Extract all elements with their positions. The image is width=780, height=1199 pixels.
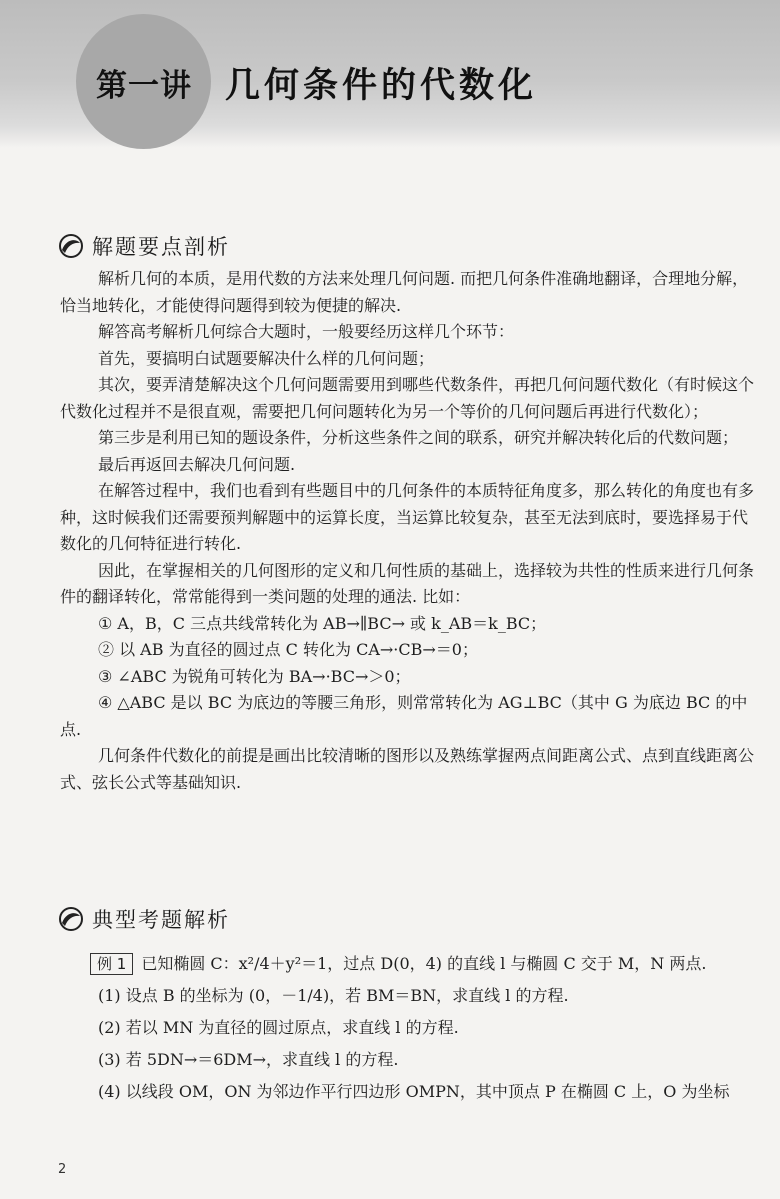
chapter-label: 第一讲: [96, 68, 192, 104]
list-item: ③ ∠ABC 为锐角可转化为 BA→·BC→＞0；: [98, 666, 411, 686]
list-item: ① A，B，C 三点共线常转化为 AB→∥BC→ 或 k_AB＝k_BC；: [98, 613, 547, 633]
paragraph: 因此，在掌握相关的几何图形的定义和几何性质的基础上，选择较为共性的性质来进行几何条件的翻译转化，常常能得到一类问题的处理的通法. 比如：: [60, 560, 755, 606]
example-badge: 例 1: [90, 953, 133, 975]
leaf-swirl-icon: [58, 233, 84, 259]
section-title: 解题要点剖析: [92, 235, 230, 259]
chapter-title: 几何条件的代数化: [225, 66, 538, 106]
paragraph: 在解答过程中，我们也看到有些题目中的几何条件的本质特征角度多，那么转化的角度也有多种，这时候我们还需要预判解题中的运算长度，当运算比较复杂，甚至无法到底时，要选择易于代数化的几何特征进行转化.: [60, 481, 755, 553]
leaf-swirl-icon: [58, 906, 84, 932]
paragraph: 几何条件代数化的前提是画出比较清晰的图形以及熟练掌握两点间距离公式、点到直线距离公式、弦长公式等基础知识.: [60, 746, 755, 792]
question: (3) 若 5DN→＝6DM→，求直线 l 的方程.: [98, 1050, 399, 1069]
paragraph: 其次，要弄清楚解决这个几何问题需要用到哪些代数条件，再把几何问题代数化（有时候这个代数化过程并不是很直观，需要把几何问题转化为另一个等价的几何问题后再进行代数化）；: [60, 375, 755, 421]
example-block: [60, 948, 762, 1108]
section-heading-analysis: [58, 231, 230, 261]
page-number: 2: [58, 1162, 67, 1177]
example-stem-line: [60, 948, 762, 980]
analysis-body: [60, 266, 762, 796]
paragraph: 最后再返回去解决几何问题.: [98, 454, 296, 474]
list-item: ② 以 AB 为直径的圆过点 C 转化为 CA→·CB→＝0；: [98, 640, 478, 659]
list-item: ④ △ABC 是以 BC 为底边的等腰三角形，则常常转化为 AG⊥BC（其中 G 为底边 BC 的中点.: [60, 693, 748, 739]
paragraph: 首先，要搞明白试题要解决什么样的几何问题；: [98, 348, 435, 368]
paragraph: 第三步是利用已知的题设条件，分析这些条件之间的联系，研究并解决转化后的代数问题；: [98, 428, 739, 447]
question: (1) 设点 B 的坐标为 (0，－1/4)，若 BM＝BN，求直线 l 的方程.: [98, 986, 569, 1005]
paragraph: 解析几何的本质，是用代数的方法来处理几何问题. 而把几何条件准确地翻译，合理地分解，恰当地转化，才能使得问题得到较为便捷的解决.: [60, 269, 749, 315]
section-heading-examples: [58, 904, 230, 934]
example-stem: 已知椭圆 C：x²/4＋y²＝1，过点 D(0，4) 的直线 l 与椭圆 C 交于 M，N 两点.: [141, 954, 707, 973]
paragraph: 解答高考解析几何综合大题时，一般要经历这样几个环节：: [98, 322, 515, 341]
section-title: 典型考题解析: [92, 908, 230, 932]
question: (4) 以线段 OM，ON 为邻边作平行四边形 OMPN，其中顶点 P 在椭圆 C 上，O 为坐标: [98, 1082, 730, 1101]
question: (2) 若以 MN 为直径的圆过原点，求直线 l 的方程.: [98, 1018, 459, 1037]
